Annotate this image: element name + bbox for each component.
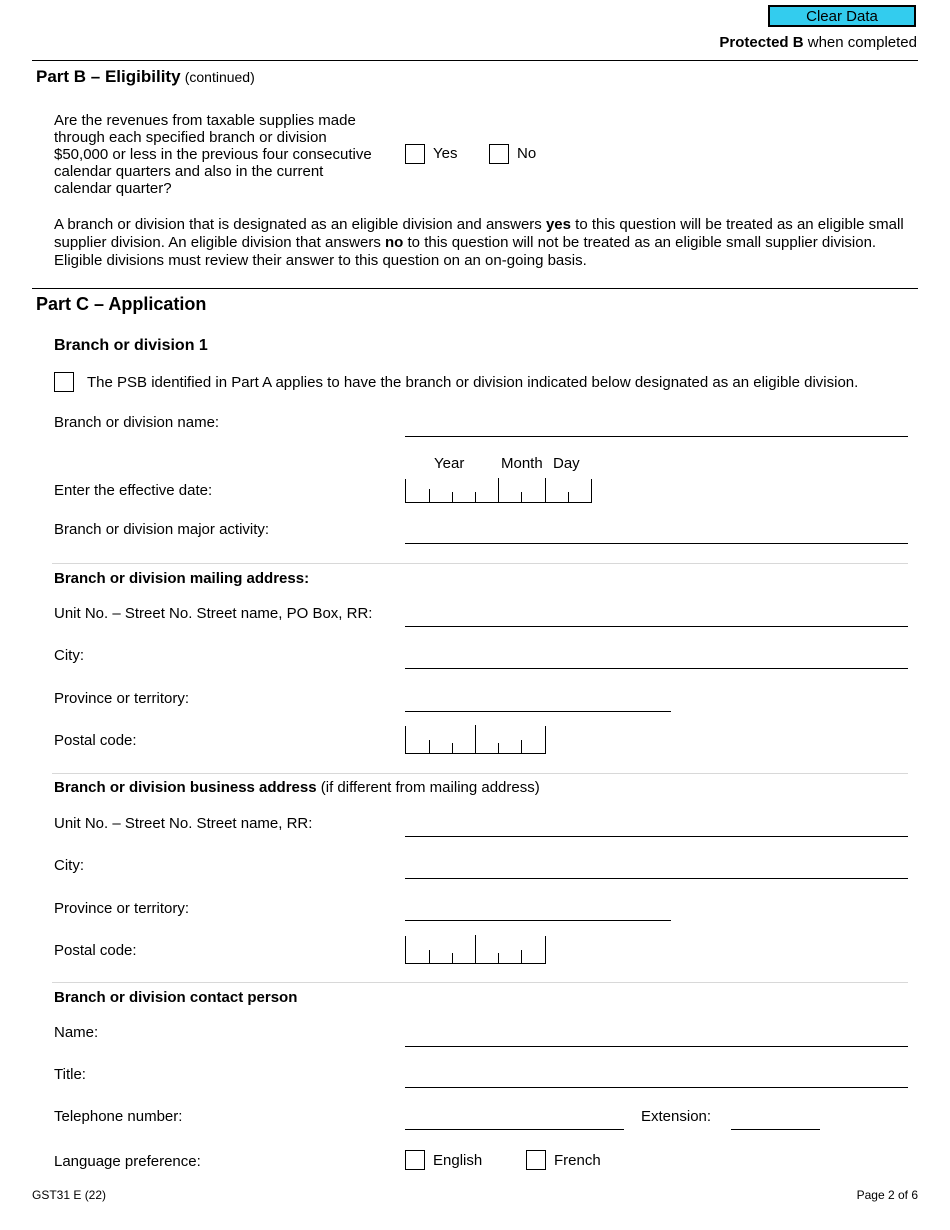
- contact-heading: Branch or division contact person: [54, 989, 298, 1006]
- divider: [52, 982, 908, 983]
- yes-checkbox[interactable]: [405, 144, 425, 164]
- protected-b-notice: Protected B when completed: [719, 34, 917, 51]
- mailing-street-label: Unit No. – Street No. Street name, PO Box, RR:: [54, 605, 373, 622]
- no-checkbox[interactable]: [489, 144, 509, 164]
- divider: [32, 60, 918, 61]
- clear-data-button[interactable]: Clear Data: [768, 5, 916, 27]
- eligibility-question: Are the revenues from taxable supplies made through each specified branch or division $50,000 or less in the previous four consecutive calendar quarters and also in the current calendar quarter?: [54, 112, 372, 197]
- branch-name-field[interactable]: [405, 436, 908, 437]
- part-b-title: Part B – Eligibility (continued): [36, 67, 255, 86]
- language-label: Language preference:: [54, 1153, 201, 1170]
- eligibility-note: A branch or division that is designated as an eligible division and answers yes to this question will be treated as an eligible small supplier division. An eligible division that answers no to this question will not be treated as an eligible small supplier division. Eligible divisions must review their answer to this question on an on-going basis.: [54, 216, 904, 269]
- no-label: No: [517, 145, 537, 162]
- telephone-field[interactable]: [405, 1129, 624, 1130]
- business-postal-label: Postal code:: [54, 942, 137, 959]
- divider: [52, 773, 908, 774]
- business-heading: Branch or division business address (if different from mailing address): [54, 779, 540, 796]
- part-c-title: Part C – Application: [36, 294, 207, 314]
- major-activity-label: Branch or division major activity:: [54, 521, 270, 538]
- business-city-label: City:: [54, 857, 84, 874]
- mailing-city-label: City:: [54, 647, 84, 664]
- extension-field[interactable]: [731, 1129, 820, 1130]
- effective-date-label: Enter the effective date:: [54, 482, 213, 499]
- mailing-postal-field[interactable]: [405, 726, 546, 754]
- french-checkbox[interactable]: [526, 1150, 546, 1170]
- divider: [52, 563, 908, 564]
- branch-name-label: Branch or division name:: [54, 414, 220, 431]
- mailing-postal-label: Postal code:: [54, 732, 137, 749]
- apply-checkbox[interactable]: [54, 372, 74, 392]
- date-month-label: Month: [501, 455, 543, 472]
- page-number: Page 2 of 6: [856, 1188, 918, 1202]
- branch-heading: Branch or division 1: [54, 337, 208, 354]
- contact-title-label: Title:: [54, 1066, 86, 1083]
- effective-date-field[interactable]: [405, 479, 592, 503]
- apply-text: The PSB identified in Part A applies to have the branch or division indicated below designated as an eligible division.: [87, 374, 859, 391]
- date-year-label: Year: [434, 455, 465, 472]
- major-activity-field[interactable]: [405, 543, 908, 544]
- english-label: English: [433, 1152, 483, 1169]
- mailing-heading: Branch or division mailing address:: [54, 570, 310, 587]
- contact-title-field[interactable]: [405, 1087, 908, 1088]
- telephone-label: Telephone number:: [54, 1108, 183, 1125]
- divider: [32, 288, 918, 289]
- mailing-province-field[interactable]: [405, 711, 671, 712]
- business-province-field[interactable]: [405, 920, 671, 921]
- business-city-field[interactable]: [405, 878, 908, 879]
- business-street-label: Unit No. – Street No. Street name, RR:: [54, 815, 313, 832]
- contact-name-label: Name:: [54, 1024, 99, 1041]
- business-postal-field[interactable]: [405, 936, 546, 964]
- form-id: GST31 E (22): [32, 1188, 107, 1202]
- date-day-label: Day: [553, 455, 580, 472]
- mailing-city-field[interactable]: [405, 668, 908, 669]
- contact-name-field[interactable]: [405, 1046, 908, 1047]
- yes-label: Yes: [433, 145, 458, 162]
- english-checkbox[interactable]: [405, 1150, 425, 1170]
- mailing-street-field[interactable]: [405, 626, 908, 627]
- french-label: French: [554, 1152, 601, 1169]
- business-street-field[interactable]: [405, 836, 908, 837]
- business-province-label: Province or territory:: [54, 900, 190, 917]
- extension-label: Extension:: [641, 1108, 712, 1125]
- mailing-province-label: Province or territory:: [54, 690, 190, 707]
